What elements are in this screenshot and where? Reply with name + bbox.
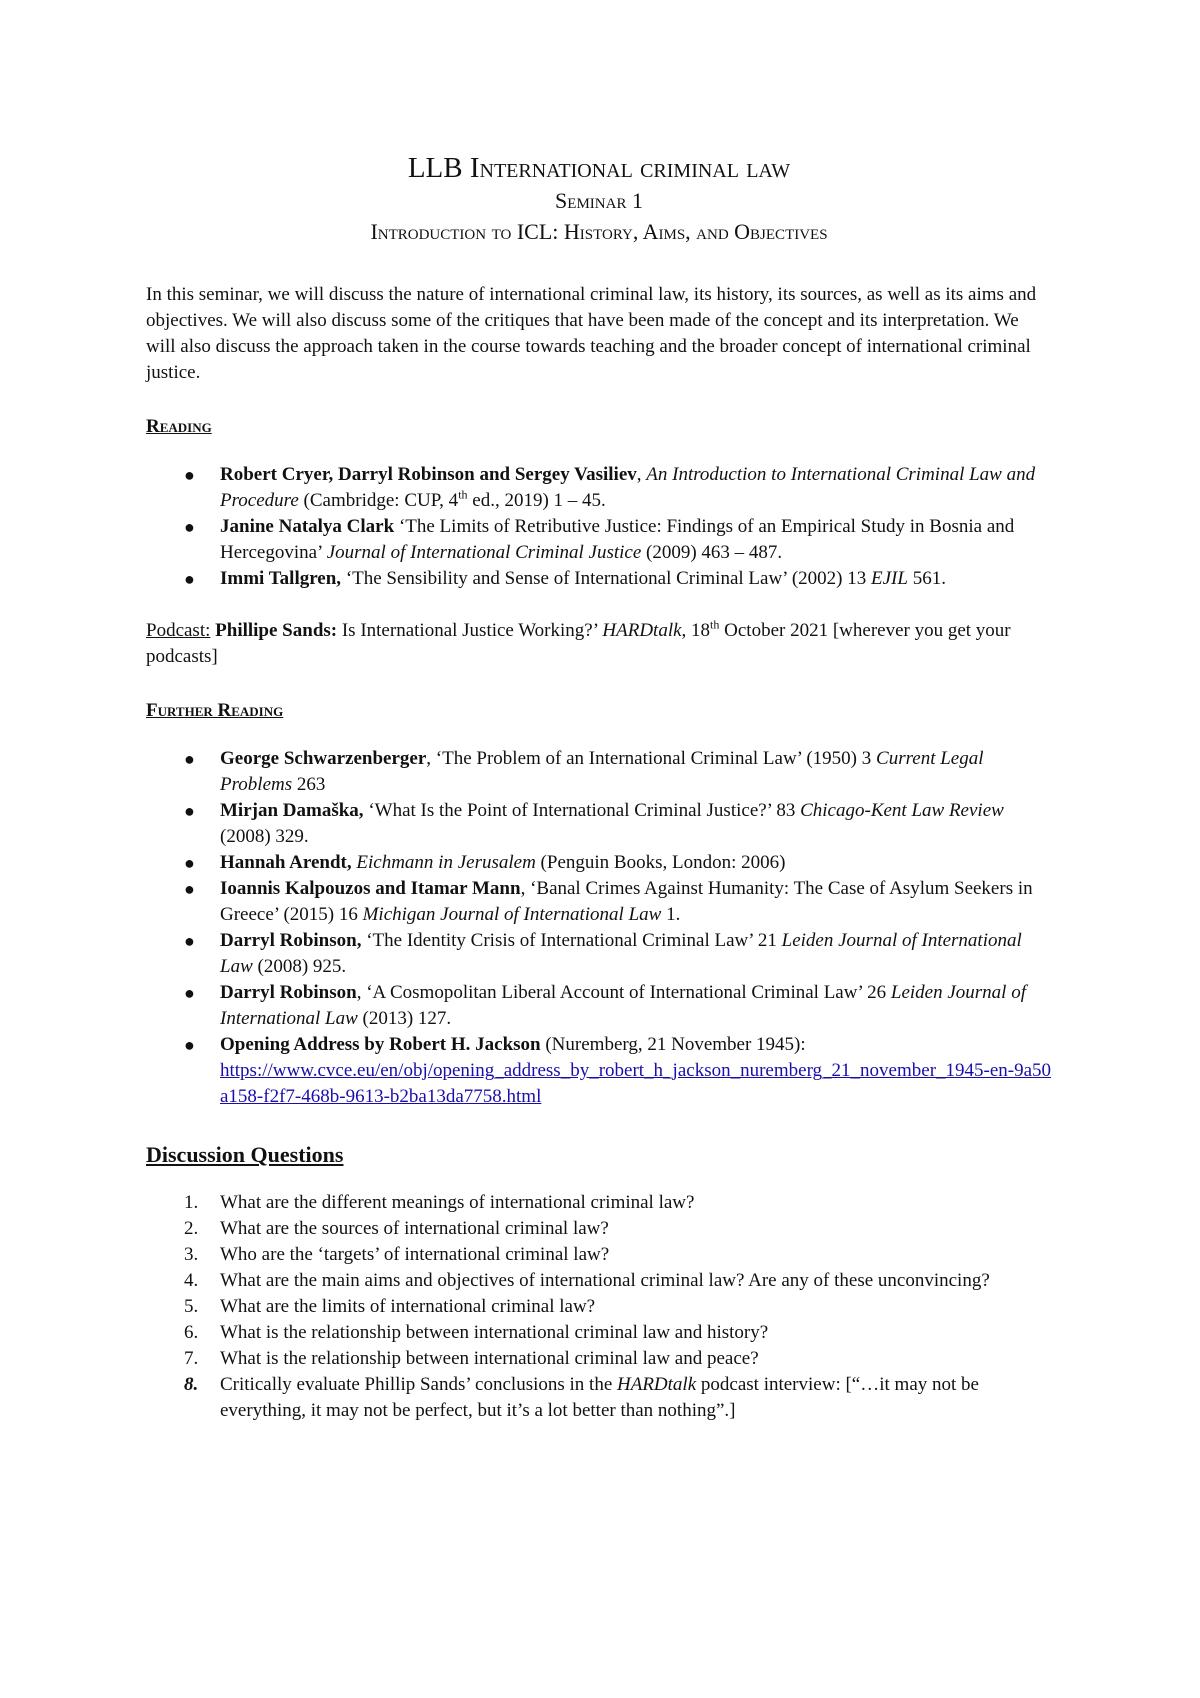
author: Janine Natalya Clark bbox=[220, 516, 395, 537]
author: Robert Cryer, Darryl Robinson and Sergey Vasiliev bbox=[220, 464, 637, 485]
list-item bbox=[146, 876, 1052, 928]
journal-title: Journal of International Criminal Justice bbox=[326, 542, 642, 563]
further-reading-heading: Further Reading bbox=[146, 700, 284, 721]
citation-text: (2008) 329. bbox=[220, 826, 309, 847]
citation-text: , ‘The Problem of an International Criminal Law’ (1950) 3 bbox=[426, 748, 877, 769]
work-title: An Introduction to International Criminal Law and Procedure bbox=[220, 464, 1036, 511]
author: George Schwarzenberger bbox=[220, 748, 427, 769]
seminar-number: Seminar 1 bbox=[555, 188, 643, 213]
question-number: 5. bbox=[184, 1296, 199, 1317]
citation-text: (2008) 925. bbox=[252, 956, 347, 977]
journal-title: Leiden Journal of International Law bbox=[220, 982, 1026, 1029]
work-title: Eichmann in Jerusalem bbox=[356, 852, 536, 873]
question-number: 8. bbox=[184, 1374, 199, 1395]
author: Darryl Robinson bbox=[220, 982, 357, 1003]
bullet-icon: ● bbox=[184, 749, 195, 769]
citation-text: 263 bbox=[292, 774, 326, 795]
question-number: 7. bbox=[184, 1348, 199, 1369]
bullet-icon: ● bbox=[184, 931, 195, 951]
journal-title: Current Legal Problems bbox=[220, 748, 984, 795]
bullet-icon: ● bbox=[184, 879, 195, 899]
list-item bbox=[146, 1190, 1052, 1216]
list-item bbox=[146, 980, 1052, 1032]
citation-text: (Cambridge: CUP, 4 bbox=[298, 490, 459, 511]
bullet-icon: ● bbox=[184, 1035, 195, 1055]
question-number: 3. bbox=[184, 1244, 199, 1265]
author: Hannah Arendt, bbox=[220, 852, 352, 873]
list-item bbox=[146, 1242, 1052, 1268]
question-text: podcast interview: [“…it may not be everything, it may not be perfect, but it’s a lot better than nothing”.] bbox=[220, 1374, 979, 1421]
question-text: What is the relationship between international criminal law and peace? bbox=[220, 1348, 759, 1369]
question-text: What are the sources of international criminal law? bbox=[220, 1218, 609, 1239]
citation-text: (Penguin Books, London: 2006) bbox=[535, 852, 786, 873]
list-item bbox=[146, 1320, 1052, 1346]
author: Opening Address by Robert H. Jackson bbox=[220, 1034, 541, 1055]
list-item bbox=[146, 462, 1052, 514]
citation-text: ‘The Identity Crisis of International Criminal Law’ 21 bbox=[361, 930, 782, 951]
list-item bbox=[146, 798, 1052, 850]
bullet-icon: ● bbox=[184, 801, 195, 821]
bullet-icon: ● bbox=[184, 983, 195, 1003]
citation-text: (2009) 463 – 487. bbox=[641, 542, 783, 563]
list-item bbox=[146, 1294, 1052, 1320]
ordinal-suffix: th bbox=[710, 617, 720, 632]
podcast-text: Is International Justice Working?’ bbox=[337, 620, 603, 641]
question-number: 6. bbox=[184, 1322, 199, 1343]
podcast-text: October 2021 [wherever you get your podcasts] bbox=[146, 620, 1011, 667]
list-item bbox=[146, 1268, 1052, 1294]
ordinal-suffix: th bbox=[458, 487, 468, 502]
separator: , bbox=[636, 464, 647, 485]
citation-text: ‘What Is the Point of International Criminal Justice?’ 83 bbox=[363, 800, 801, 821]
discussion-heading: Discussion Questions bbox=[146, 1142, 344, 1167]
further-reading-list bbox=[146, 746, 1052, 1110]
question-text: What are the different meanings of international criminal law? bbox=[220, 1192, 695, 1213]
citation-text: ‘The Limits of Retributive Justice: Findings of an Empirical Study in Bosnia and Hercegovina’ bbox=[220, 516, 1015, 563]
author: Immi Tallgren, bbox=[220, 568, 342, 589]
list-item bbox=[146, 566, 1052, 592]
seminar-topic: Introduction to ICL: History, Aims, and Objectives bbox=[370, 219, 828, 244]
question-text: What are the limits of international criminal law? bbox=[220, 1296, 596, 1317]
list-item bbox=[146, 746, 1052, 798]
bullet-icon: ● bbox=[184, 853, 195, 873]
bullet-icon: ● bbox=[184, 465, 195, 485]
citation-text: ed., 2019) 1 – 45. bbox=[467, 490, 606, 511]
podcast-label: Podcast: bbox=[146, 620, 211, 641]
bullet-icon: ● bbox=[184, 517, 195, 537]
author: Mirjan Damaška, bbox=[220, 800, 364, 821]
list-item bbox=[146, 850, 1052, 876]
intro-paragraph: In this seminar, we will discuss the nature of international criminal law, its history, its sources, as well as its aims and objectives. We will also discuss some of the critiques that have been made of the concept and its interpretation. We will also discuss the approach taken in the course towards teaching and the broader concept of international criminal justice. bbox=[146, 284, 1037, 383]
list-item bbox=[146, 1346, 1052, 1372]
citation-text: (2013) 127. bbox=[357, 1008, 452, 1029]
question-number: 2. bbox=[184, 1218, 199, 1239]
citation-text: ‘The Sensibility and Sense of International Criminal Law’ (2002) 13 bbox=[341, 568, 872, 589]
list-item bbox=[146, 1032, 1052, 1110]
title-block bbox=[146, 150, 1052, 248]
citation-text: 561. bbox=[907, 568, 946, 589]
podcast-speaker: Phillipe Sands: bbox=[215, 620, 338, 641]
journal-title: Leiden Journal of International Law bbox=[220, 930, 1022, 977]
citation-text: 1. bbox=[661, 904, 681, 925]
author: Darryl Robinson, bbox=[220, 930, 362, 951]
document-title: LLB International criminal law bbox=[407, 152, 791, 184]
podcast-entry bbox=[146, 618, 1052, 670]
podcast-show: HARDtalk bbox=[602, 620, 682, 641]
question-text: What are the main aims and objectives of international criminal law? Are any of these unconvincing? bbox=[220, 1270, 990, 1291]
question-number: 1. bbox=[184, 1192, 199, 1213]
citation-text: , ‘A Cosmopolitan Liberal Account of International Criminal Law’ 26 bbox=[356, 982, 891, 1003]
question-text: Critically evaluate Phillip Sands’ conclusions in the bbox=[220, 1374, 617, 1395]
list-item bbox=[146, 1372, 1052, 1424]
question-number: 4. bbox=[184, 1270, 199, 1291]
citation-text: (Nuremberg, 21 November 1945): bbox=[540, 1034, 806, 1055]
podcast-date: , 18 bbox=[681, 620, 711, 641]
discussion-questions-list bbox=[146, 1190, 1052, 1424]
list-item bbox=[146, 514, 1052, 566]
list-item bbox=[146, 1216, 1052, 1242]
question-text: What is the relationship between international criminal law and history? bbox=[220, 1322, 769, 1343]
podcast-show: HARDtalk bbox=[617, 1374, 697, 1395]
list-item bbox=[146, 928, 1052, 980]
journal-title: Michigan Journal of International Law bbox=[362, 904, 662, 925]
bullet-icon: ● bbox=[184, 569, 195, 589]
journal-title: Chicago-Kent Law Review bbox=[800, 800, 1004, 821]
reading-heading: Reading bbox=[146, 416, 212, 437]
citation-text: , ‘Banal Crimes Against Humanity: The Case of Asylum Seekers in Greece’ (2015) 16 bbox=[220, 878, 1033, 925]
journal-title: EJIL bbox=[871, 568, 908, 589]
question-text: Who are the ‘targets’ of international criminal law? bbox=[220, 1244, 610, 1265]
reading-list bbox=[146, 462, 1052, 592]
opening-address-link[interactable]: https://www.cvce.eu/en/obj/opening_address_by_robert_h_jackson_nuremberg_21_november_1945-en-9a50a158-f2f7-468b-9613-b2ba13da7758.html bbox=[220, 1060, 1052, 1107]
author: Ioannis Kalpouzos and Itamar Mann bbox=[220, 878, 521, 899]
